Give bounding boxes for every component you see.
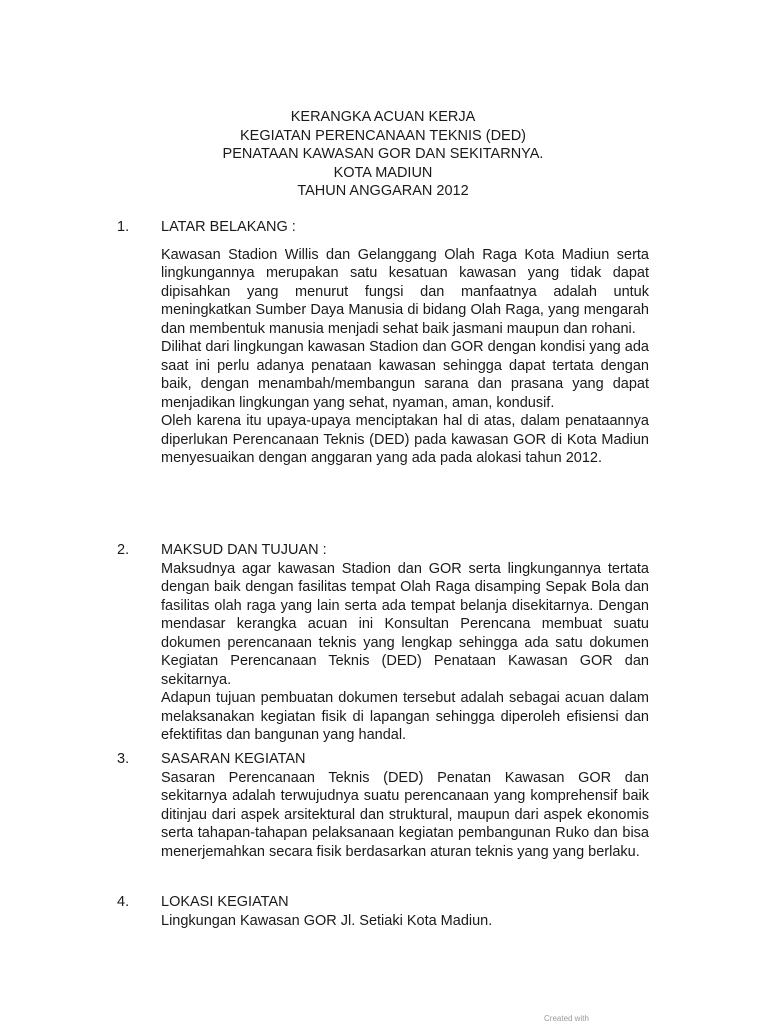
section-number: 1. xyxy=(117,219,130,235)
title-line: KEGIATAN PERENCANAAN TEKNIS (DED) xyxy=(239,127,527,144)
paragraph: Sasaran Perencanaan Teknis (DED) Penatan Kawasan GOR dan sekitarnya adalah terwujudnya suatu perencanaan yang komprehensif baik ditinjau dari aspek arsitektural dan struktural, maupun dari aspek ekonomis serta tahapan-tahapan pelaksanaan kegiatan pembangunan Ruko dan bisa menerjemahkan secara fisik berdasarkan aturan teknis yang yang berlaku. xyxy=(161,769,649,860)
paragraph: Lingkungan Kawasan GOR Jl. Setiaki Kota Madiun. xyxy=(161,912,493,929)
title-line: PENATAAN KAWASAN GOR DAN SEKITARNYA. xyxy=(222,146,544,162)
section-body xyxy=(161,750,649,861)
document-title-block xyxy=(118,108,648,201)
section-heading: MAKSUD DAN TUJUAN : xyxy=(161,542,327,558)
paragraph: Adapun tujuan pembuatan dokumen tersebut adalah sebagai acuan dalam melaksanakan kegiatan fisik di lapangan sehingga diperoleh efisiensi dan efektifitas dan bangunan yang handal. xyxy=(161,690,649,743)
paragraph: Dilihat dari lingkungan kawasan Stadion dan GOR dengan kondisi yang ada saat ini perlu adanya penataan kawasan sehingga dapat tertata dengan baik, dengan menambah/membangun sarana dan prasana yang dapat menjadikan lingkungan yang sehat, nyaman, aman, kondusif. xyxy=(161,339,649,411)
created-with-watermark: Created with xyxy=(544,1014,589,1023)
title-line: KOTA MADIUN xyxy=(333,164,433,181)
section-heading: SASARAN KEGIATAN xyxy=(161,751,306,767)
paragraph: Kawasan Stadion Willis dan Gelanggang Olah Raga Kota Madiun serta lingkungannya merupakan satu kesatuan kawasan yang tidak dapat dipisahkan yang menurut fungsi dan manfaatnya adalah untuk meningkatkan Sumber Daya Manusia di bidang Olah Raga, yang mengarah dan membentuk manusia menjadi sehat baik jasmani maupun dan rohani. xyxy=(161,246,649,337)
paragraph: Maksudnya agar kawasan Stadion dan GOR serta lingkungannya tertata dengan baik dengan fasilitas tempat Olah Raga disamping Sepak Bola dan fasilitas olah raga yang lain serta ada tempat belanja disekitarnya. Dengan mendasar kerangka acuan ini Konsultan Perencana membuat suatu dokumen perencanaan teknis yang lengkap sehingga ada satu dokumen Kegiatan Perencanaan Teknis (DED) Penataan Kawasan GOR dan sekitarnya. xyxy=(161,560,649,688)
section-body xyxy=(161,218,649,468)
title-line: TAHUN ANGGARAN 2012 xyxy=(297,183,469,199)
section-heading: LOKASI KEGIATAN xyxy=(161,894,289,910)
section-heading: LATAR BELAKANG : xyxy=(161,219,296,235)
section-number: 3. xyxy=(117,751,130,767)
title-line: KERANGKA ACUAN KERJA xyxy=(290,109,476,125)
section-number: 4. xyxy=(117,894,130,910)
section-body xyxy=(161,893,649,930)
section-body xyxy=(161,541,649,745)
paragraph: Oleh karena itu upaya-upaya menciptakan hal di atas, dalam penataannya diperlukan Perencanaan Teknis (DED) pada kawasan GOR di Kota Madiun menyesuaikan dengan anggaran yang ada pada alokasi tahun 2012. xyxy=(161,413,649,466)
section-number: 2. xyxy=(117,542,130,558)
